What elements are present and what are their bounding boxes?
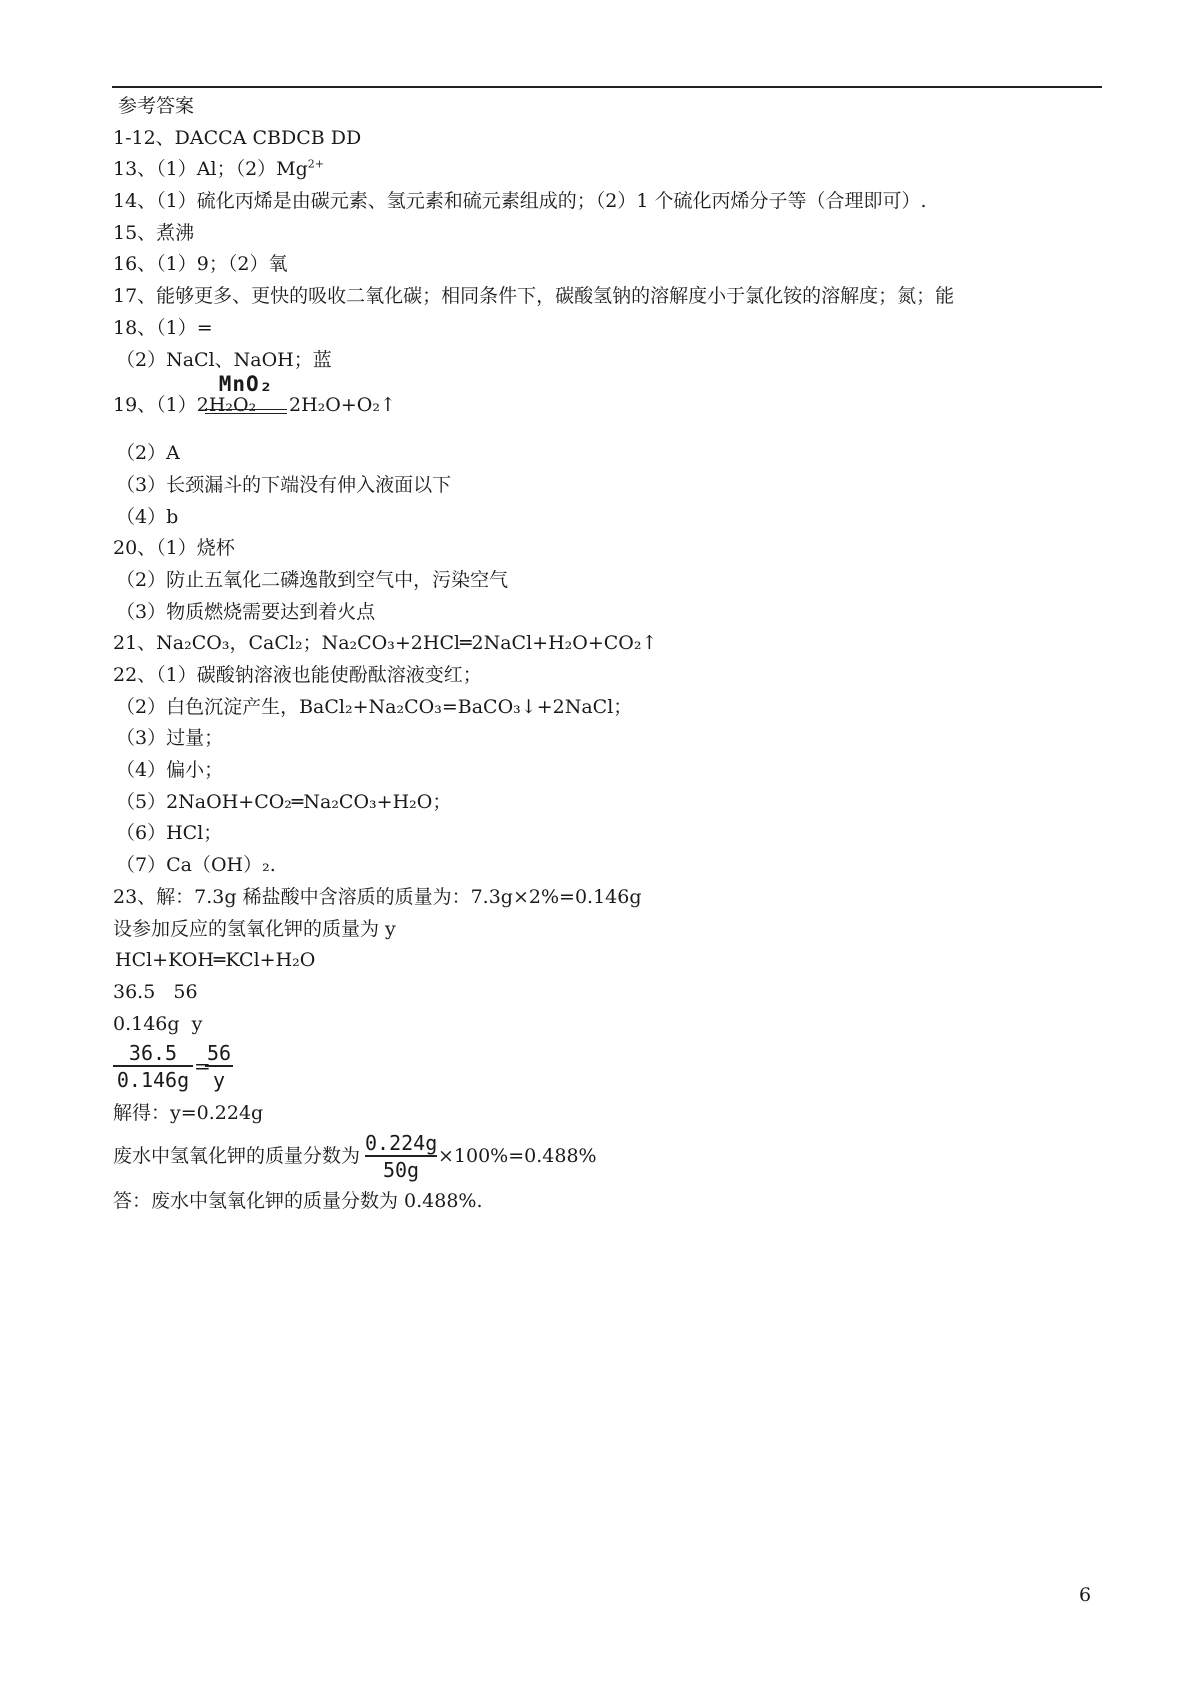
catalyst-label: MnO₂ — [218, 372, 274, 397]
equals-sign: = — [194, 1054, 211, 1079]
answer-19-4: （4）b — [116, 505, 179, 528]
mass-fraction-equation — [113, 1130, 1103, 1186]
answer-1-12: 1-12、DACCA CBDCB DD — [113, 126, 362, 149]
fraction-left-numerator: 36.5 — [128, 1041, 178, 1066]
mass-fraction — [365, 1131, 437, 1183]
answer-23-conclusion: 答：废水中氢氧化钾的质量分数为 0.488%. — [113, 1189, 483, 1212]
reaction-equals-sign — [205, 409, 287, 414]
page-number: 6 — [1079, 1584, 1092, 1606]
mass-fraction-label: 废水中氢氧化钾的质量分数为 — [113, 1144, 361, 1167]
answer-23-5: 0.146g y — [113, 1012, 203, 1035]
answer-23-4: 36.5 56 — [113, 980, 198, 1003]
answer-22-1: 22、（1）碳酸钠溶液也能使酚酞溶液变红； — [113, 664, 482, 686]
answer-13-text: 13、（1）Al；（2）Mg — [113, 158, 308, 181]
answer-20-3: （3）物质燃烧需要达到着火点 — [116, 600, 376, 623]
fraction-right-denominator: y — [212, 1068, 226, 1093]
answer-22-5: （5）2NaOH+CO₂═Na₂CO₃+H₂O； — [116, 790, 452, 813]
answer-22-7: （7）Ca（OH）₂. — [116, 854, 276, 877]
fraction-right-numerator: 56 — [206, 1041, 232, 1066]
mass-fraction-denominator: 50g — [382, 1157, 420, 1182]
answer-23-3: HCl+KOH═KCl+H₂O — [115, 949, 316, 972]
answer-22-6: （6）HCl； — [116, 822, 223, 845]
answer-16: 16、（1）9；（2）氧 — [113, 253, 288, 276]
answer-22-2: （2）白色沉淀产生，BaCl₂+Na₂CO₃=BaCO₃↓+2NaCl； — [116, 695, 633, 718]
answer-19-reactant: 19、（1）2H₂O₂ — [113, 394, 257, 417]
answer-20-2: （2）防止五氧化二磷逸散到空气中，污染空气 — [116, 568, 509, 591]
answer-23-1: 23、解：7.3g 稀盐酸中含溶质的质量为：7.3g×2%=0.146g — [113, 885, 642, 908]
answer-18-2: （2）NaCl、NaOH；蓝 — [116, 348, 332, 371]
proportion-equation — [113, 1040, 1103, 1098]
fraction-right — [205, 1041, 233, 1093]
answer-20-1: 20、（1）烧杯 — [113, 537, 235, 560]
fraction-left — [113, 1041, 193, 1093]
answer-13-charge: 2+ — [307, 158, 324, 172]
answer-21: 21、Na₂CO₃，CaCl₂；Na₂CO₃+2HCl═2NaCl+H₂O+CO₂↑ — [113, 632, 658, 655]
answer-23-solve: 解得：y=0.224g — [113, 1102, 264, 1125]
answer-23-2: 设参加反应的氢氧化钾的质量为 y — [113, 917, 396, 940]
fraction-left-denominator: 0.146g — [116, 1068, 190, 1093]
answer-13 — [113, 154, 1103, 186]
page-title: 参考答案 — [118, 95, 195, 117]
answer-19-2: （2）A — [116, 442, 180, 465]
mass-fraction-result: ×100%=0.488% — [438, 1144, 597, 1167]
answer-key — [113, 91, 1103, 1218]
answer-22-4: （4）偏小； — [116, 759, 224, 782]
answer-19-3: （3）长颈漏斗的下端没有伸入液面以下 — [116, 473, 452, 496]
answer-19-equation — [113, 372, 1103, 438]
answer-22-3: （3）过量； — [116, 727, 224, 750]
header-rule — [112, 86, 1102, 88]
answer-15: 15、煮沸 — [113, 221, 195, 244]
answer-19-products: 2H₂O+O₂↑ — [289, 394, 396, 417]
answer-17: 17、能够更多、更快的吸收二氧化碳；相同条件下，碳酸氢钠的溶解度小于氯化铵的溶解度；氮；能 — [113, 285, 955, 308]
answer-18-1: 18、（1）= — [113, 316, 213, 339]
mass-fraction-numerator: 0.224g — [365, 1130, 438, 1155]
answer-14: 14、（1）硫化丙烯是由碳元素、氢元素和硫元素组成的；（2）1 个硫化丙烯分子等（合理即可）. — [113, 190, 927, 213]
